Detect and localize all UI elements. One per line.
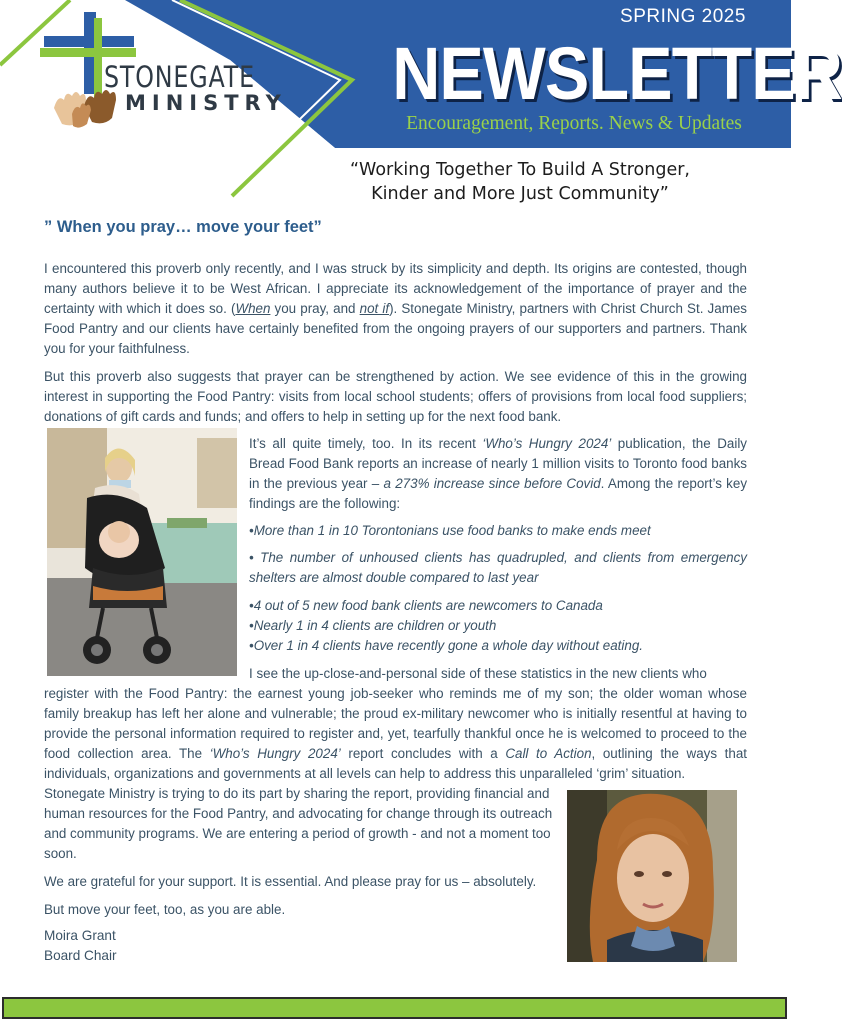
article-heading: ” When you pray… move your feet”: [44, 218, 322, 236]
newsletter-tagline: Encouragement, Reports. News & Updates: [406, 113, 742, 134]
signature-name: Moira Grant: [44, 928, 116, 943]
food-pantry-photo: [47, 428, 237, 676]
paragraph-4-continued: Stonegate Ministry is trying to do its part by sharing the report, providing financial and human resources for the Food Pantry, and advocating for change through its outreach and community programs. We are entering a period of growth - and not a moment too soon.: [44, 786, 553, 861]
findings-list: [249, 521, 747, 656]
paragraph-4-body: register with the Food Pantry: the earnest young job-seeker who reminds me of my son; the older woman whose family breakup has left her alone and vulnerable; the proud ex-military newcomer who is initially resentful at having to provide the personal information required to register and, yet, tearfully thankful once he is welcomed to proceed to the food collection area. The ‘Who’s Hungry 2024’ report concludes with a Call to Action, outlining the ways that individuals, organizations and governments at all levels can help to address this unparalleled ‘grim’ situation.: [44, 686, 748, 781]
season-label: SPRING 2025: [598, 0, 768, 32]
motto-line-2: Kinder and More Just Community”: [371, 184, 669, 204]
logo-wordmark-line2: MINISTRY: [125, 91, 287, 115]
finding-item: •4 out of 5 new food bank clients are newcomers to Canada: [249, 598, 603, 613]
logo-wordmark-line1: STONEGATE: [104, 60, 255, 94]
finding-item: • The number of unhoused clients has quadrupled, and clients from emergency shelters are almost double compared to last year: [249, 550, 747, 585]
paragraph-3: It’s all quite timely, too. In its recent ‘Who’s Hungry 2024’ publication, the Daily Bread Food Bank reports an increase of nearly 1 million visits to Toronto food banks in the previous year – a 273% increase since before Covid. Among the report’s key findings are the following:: [249, 436, 748, 511]
newsletter-title: NEWSLETTER: [392, 32, 842, 115]
paragraph-6: But move your feet, too, as you are able.: [44, 902, 286, 917]
hands-logo-icon: [48, 88, 128, 132]
portrait-photo: [567, 790, 737, 962]
signature-block: [44, 926, 244, 966]
footer-bar: [2, 997, 787, 1019]
motto-quote: [320, 158, 720, 206]
paragraph-1: I encountered this proverb only recently, and I was struck by its simplicity and depth. Its origins are contested, though many authors believe it to be West African. I appreciate its acknowledgement of the importance of prayer and the certainty with which it does so. (When you pray, and not if). Stonegate Ministry, partners with Christ Church St. James Food Pantry and our clients have certainly benefited from the ongoing prayers of our supporters and partners. Thank you for your faithfulness.: [44, 261, 747, 356]
paragraph-5: We are grateful for your support. It is essential. And please pray for us – absolutely.: [44, 874, 537, 889]
paragraph-4-first-line: I see the up-close-and-personal side of these statistics in the new clients who: [249, 666, 707, 681]
paragraph-2: But this proverb also suggests that prayer can be strengthened by action. We see evidence of this in the growing interest in supporting the Food Pantry: visits from local school students; offers of provisions from local food suppliers; donations of gift cards and funds; and offers to help in setting up for the next food bank.: [44, 369, 747, 424]
finding-item: •Nearly 1 in 4 clients are children or youth: [249, 618, 497, 633]
signature-title: Board Chair: [44, 948, 117, 963]
finding-item: •Over 1 in 4 clients have recently gone a whole day without eating.: [249, 638, 643, 653]
finding-item: •More than 1 in 10 Torontonians use food banks to make ends meet: [249, 523, 651, 538]
motto-line-1: “Working Together To Build A Stronger,: [349, 160, 690, 180]
